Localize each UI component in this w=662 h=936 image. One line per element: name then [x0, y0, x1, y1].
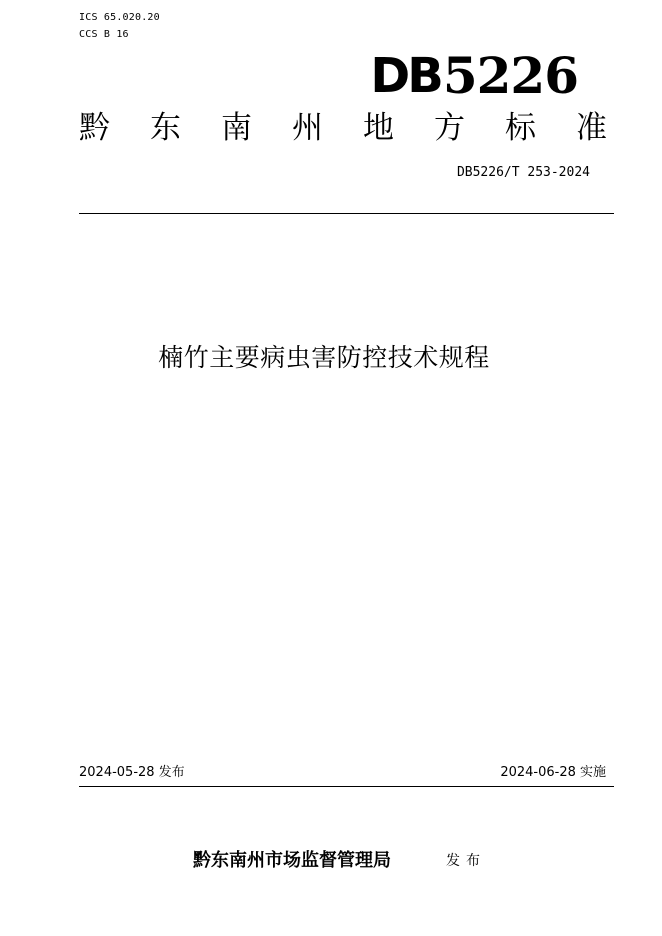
standard-type-char: 东: [150, 110, 181, 146]
db-logo: [370, 46, 578, 105]
ics-code: ICS 65.020.20: [79, 12, 160, 23]
standard-type-char: 黔: [79, 110, 110, 146]
bottom-divider: [79, 786, 614, 787]
logo-number: 5226: [442, 46, 578, 105]
standard-type-char: 准: [576, 110, 607, 146]
logo-prefix: DB: [370, 48, 441, 104]
publish-date: 2024-05-28 发布: [79, 765, 185, 780]
standard-type-char: 南: [221, 110, 252, 146]
standard-code: DB5226/T 253-2024: [456, 165, 590, 180]
issuing-authority: 黔东南州市场监督管理局: [193, 850, 391, 871]
standard-type-char: 方: [434, 110, 465, 146]
issue-verb: 发布: [446, 853, 486, 869]
standard-type-char: 州: [292, 110, 323, 146]
implement-date: 2024-06-28 实施: [500, 765, 606, 780]
standard-type-char: 标: [505, 110, 536, 146]
ccs-code: CCS B 16: [79, 29, 129, 40]
document-title: 楠竹主要病虫害防控技术规程: [158, 343, 490, 372]
top-divider: [79, 213, 614, 214]
standard-type-heading: [79, 110, 607, 146]
standard-type-char: 地: [363, 110, 394, 146]
